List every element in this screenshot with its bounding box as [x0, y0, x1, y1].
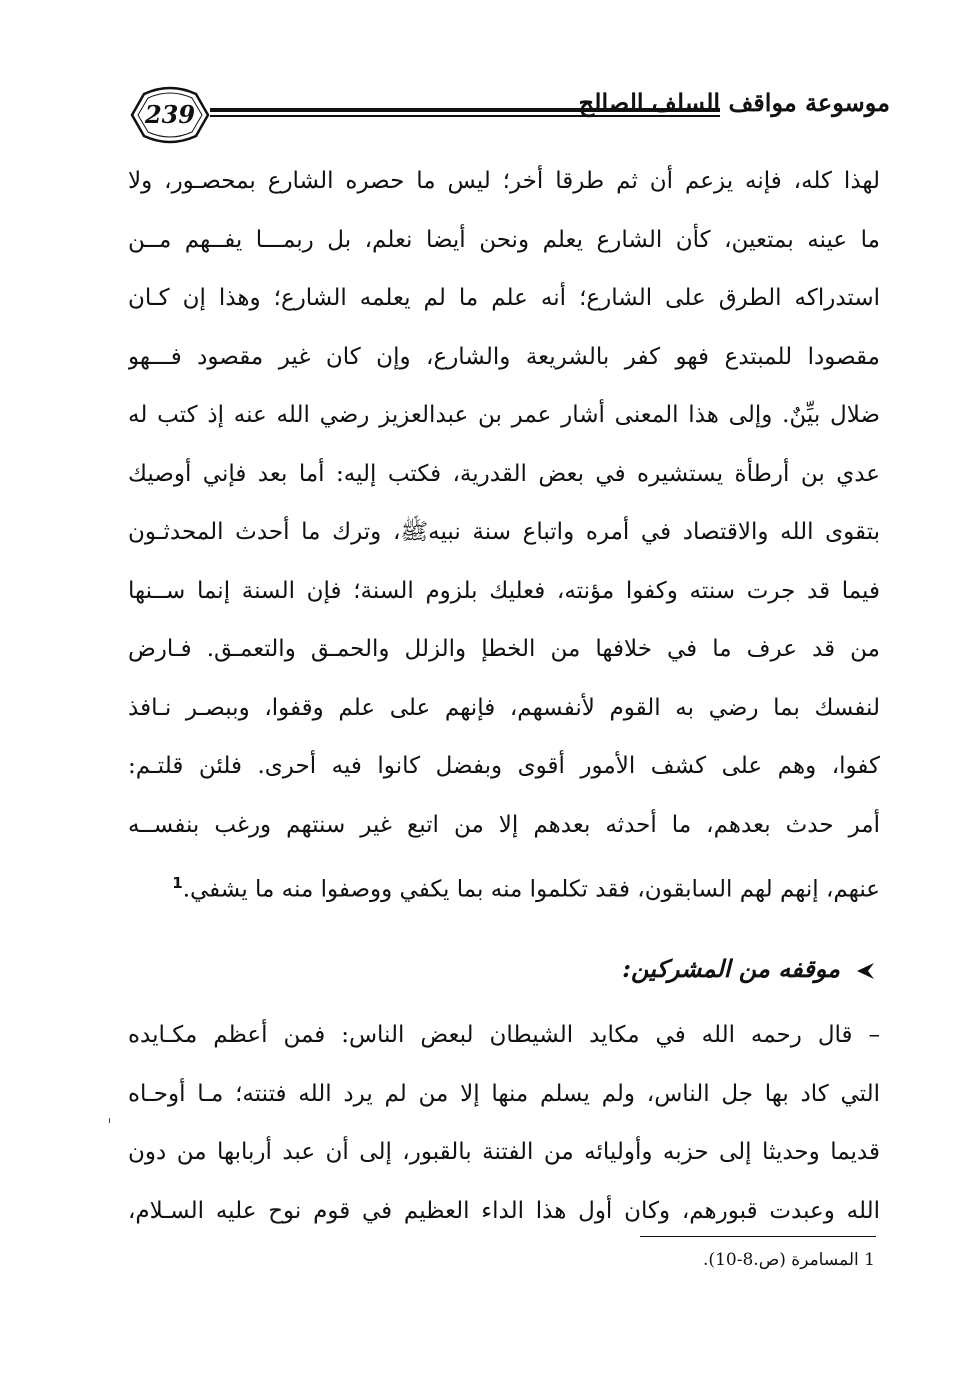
section-mushrikin: [128, 940, 880, 1240]
text-line: لنفسك بما رضي به القوم لأنفسهم، فإنهم على علم وقفوا، وببصـر نـافذ: [128, 694, 880, 721]
section-heading-text: موقفه من المشركين:: [622, 954, 840, 983]
footnote: 1 المسامرة (ص.8-10).: [703, 1250, 875, 1270]
text-line: ما عينه بمتعين، كأن الشارع يعلم ونحن أيضا نعلم، بل ربمـــا يفــهم مــن: [128, 226, 880, 253]
text-line: كفوا، وهم على كشف الأمور أقوى وبفضل كانوا فيه أحرى. فلئن قلتـم:: [128, 753, 880, 779]
text-line: – قال رحمه الله في مكايد الشيطان لبعض الناس: فمن أعظم مكـايده: [128, 1022, 880, 1048]
body-paragraph: [128, 152, 880, 913]
text-line: الله وعبدت قبورهم، وكان أول هذا الداء العظيم في قوم نوح عليه السـلام،: [128, 1197, 880, 1224]
text-line: لهذا كله، فإنه يزعم أن ثم طرقا أخر؛ ليس ما حصره الشارع بمحصـور، ولا: [128, 168, 880, 194]
page-number-badge: [130, 86, 210, 144]
footnote-divider: [640, 1236, 876, 1237]
page-header: [130, 80, 890, 150]
book-title: موسوعة مواقف السلف الصالح: [578, 88, 890, 117]
text-line: عدي بن أرطأة يستشيره في بعض القدرية، فكتب إليه: أما بعد فإني أوصيك: [128, 460, 880, 487]
text-line: فيما قد جرت سنته وكفوا مؤنته، فعليك بلزوم السنة؛ فإن السنة إنما ســنها: [128, 577, 880, 604]
text-line-last: [128, 854, 880, 913]
footnote-marker: 1: [172, 874, 183, 892]
text-line: استدراكه الطرق على الشارع؛ أنه علم ما لم يعلمه الشارع؛ وهذا إن كـان: [128, 285, 880, 311]
text-line: مقصودا للمبتدع فهو كفر بالشريعة والشارع، وإن كان غير مقصود فـــهو: [128, 343, 880, 370]
text-line: بتقوى الله والاقتصاد في أمره واتباع سنة نبيهﷺ، وترك ما أحدث المحدثـون: [128, 519, 880, 545]
text-line: أمر حدث بعدهم، ما أحدثه بعدهم إلا من اتبع غير سنتهم ورغب بنفســه: [128, 811, 880, 838]
page-number: 239: [144, 100, 196, 129]
arrow-bullet-icon: [854, 961, 876, 981]
text-line: عنهم، إنهم لهم السابقون، فقد تكلموا منه بما يكفي ووصفوا منه ما يشفي.: [182, 876, 880, 903]
text-line: قديما وحديثا إلى حزبه وأوليائه من الفتنة بالقبور، إلى أن عبد أربابها من دون: [128, 1139, 880, 1165]
text-line: التي كاد بها جل الناس، ولم يسلم منها إلا من لم يرد الله فتنته؛ مـا أوحـاه: [128, 1080, 880, 1107]
section-heading: [128, 940, 880, 998]
text-line: ضلال بيِّنٌ. وإلى هذا المعنى أشار عمر بن عبدالعزيز رضي الله عنه إذ كتب له: [128, 402, 880, 428]
text-line: من قد عرف ما في خلافها من الخطإ والزلل والحمـق والتعمـق. فـارض: [128, 636, 880, 662]
